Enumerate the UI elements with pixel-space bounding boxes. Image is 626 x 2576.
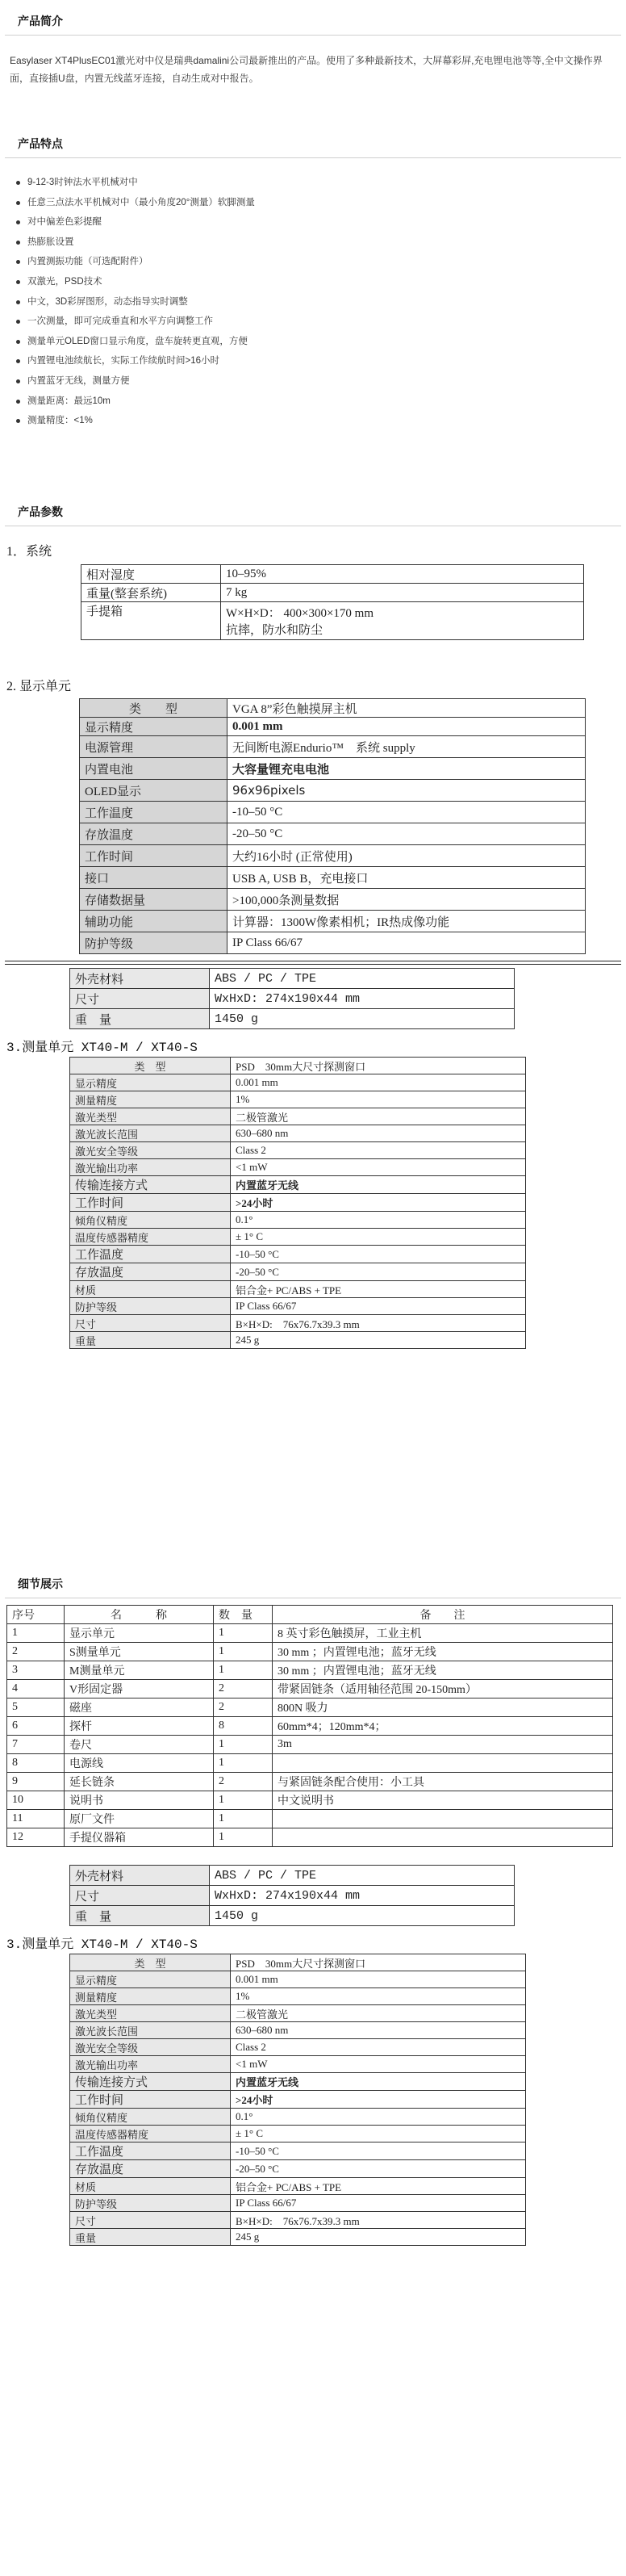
spec-label: 温度传感器精度 bbox=[70, 1229, 231, 1246]
spec-label: 激光波长范围 bbox=[70, 1125, 231, 1142]
table-row bbox=[70, 1194, 526, 1212]
table-row bbox=[70, 1263, 526, 1281]
spec-value: PSD 30mm大尺寸探测窗口 bbox=[231, 1058, 526, 1074]
spec-label: 类 型 bbox=[70, 1058, 231, 1074]
table-cell: 3 bbox=[7, 1661, 65, 1680]
spec-value: >100,000条测量数据 bbox=[227, 889, 586, 911]
table-cell: 30 mm ；内置锂电池；蓝牙无线 bbox=[273, 1661, 613, 1680]
spec-value: IP Class 66/67 bbox=[227, 932, 586, 954]
table-row bbox=[70, 1212, 526, 1229]
table-header-row bbox=[7, 1606, 613, 1624]
table-row bbox=[70, 2056, 526, 2073]
table-cell: 11 bbox=[7, 1810, 65, 1828]
table-cell: 与紧固链条配合使用：小工具 bbox=[273, 1773, 613, 1791]
spec-label: 激光输出功率 bbox=[70, 1159, 231, 1176]
section-title-text: 产品特点 bbox=[18, 137, 63, 150]
table-cell: 2 bbox=[214, 1680, 273, 1698]
table-row bbox=[70, 2022, 526, 2039]
spec-label: 类 型 bbox=[70, 1954, 231, 1971]
spec-label: 激光波长范围 bbox=[70, 2022, 231, 2039]
spec-label: 传输连接方式 bbox=[70, 1176, 231, 1194]
table-row bbox=[70, 2039, 526, 2056]
spec-label: 重量 bbox=[70, 2229, 231, 2246]
table-cell: 1 bbox=[214, 1828, 273, 1847]
table-cell: 1 bbox=[7, 1624, 65, 1643]
spec-value: 10–95% bbox=[221, 565, 584, 584]
spec-value: ± 1° C bbox=[231, 1229, 526, 1246]
table-cell: 2 bbox=[214, 1773, 273, 1791]
spec-label: 倾角仪精度 bbox=[70, 1212, 231, 1229]
table-row bbox=[70, 1058, 526, 1074]
table-row bbox=[7, 1698, 613, 1717]
spec-label: 激光类型 bbox=[70, 1108, 231, 1125]
table-row bbox=[70, 1315, 526, 1332]
table-row bbox=[7, 1810, 613, 1828]
table-cell: 1 bbox=[214, 1810, 273, 1828]
feature-item: 双激光，PSD技术 bbox=[11, 272, 608, 292]
table-cell: 8 英寸彩色触摸屏，工业主机 bbox=[273, 1624, 613, 1643]
column-header: 名 称 bbox=[65, 1606, 214, 1624]
spec-value: >24小时 bbox=[231, 2091, 526, 2109]
column-header: 数 量 bbox=[214, 1606, 273, 1624]
spec-label: 显示精度 bbox=[70, 1971, 231, 1988]
spec-value: Class 2 bbox=[231, 2039, 526, 2056]
table-row bbox=[70, 1954, 526, 1971]
table-row bbox=[70, 2229, 526, 2246]
spec-label: 存放温度 bbox=[70, 2160, 231, 2178]
spec-label: 电源管理 bbox=[80, 736, 227, 758]
housing-table bbox=[69, 1865, 515, 1926]
spec-value: >24小时 bbox=[231, 1194, 526, 1212]
spec-value: 0.001 mm bbox=[231, 1074, 526, 1091]
table-cell: 800N 吸力 bbox=[273, 1698, 613, 1717]
spec-label: 存储数据量 bbox=[80, 889, 227, 911]
table-row bbox=[70, 1108, 526, 1125]
table-row bbox=[70, 2073, 526, 2091]
spec-value: ABS / PC / TPE bbox=[210, 969, 515, 989]
table-row bbox=[70, 2109, 526, 2126]
spec-label: 内置电池 bbox=[80, 758, 227, 780]
spec-label: 测量精度 bbox=[70, 1988, 231, 2005]
spec-value: ± 1° C bbox=[231, 2126, 526, 2142]
table-cell bbox=[273, 1754, 613, 1773]
spec-label: 测量精度 bbox=[70, 1091, 231, 1108]
table-row bbox=[7, 1791, 613, 1810]
section-title-features bbox=[5, 126, 621, 158]
spec-value: 内置蓝牙无线 bbox=[231, 1176, 526, 1194]
spec-value: B×H×D: 76x76.7x39.3 mm bbox=[231, 2212, 526, 2229]
spec-value: WxHxD: 274x190x44 mm bbox=[210, 1886, 515, 1906]
display-table bbox=[79, 698, 586, 954]
table-cell: 7 bbox=[7, 1736, 65, 1754]
feature-item: 测量精度：<1% bbox=[11, 411, 608, 431]
table-row bbox=[70, 969, 515, 989]
table-row bbox=[70, 2091, 526, 2109]
table-row bbox=[7, 1828, 613, 1847]
table-cell: 1 bbox=[214, 1791, 273, 1810]
section-title-detail bbox=[5, 1566, 621, 1598]
section-title-intro bbox=[5, 3, 621, 36]
spec-label: 重 量 bbox=[70, 1906, 210, 1926]
spec-label: 显示精度 bbox=[80, 718, 227, 736]
table-row bbox=[70, 1298, 526, 1315]
spec-label: 辅助功能 bbox=[80, 911, 227, 932]
table-row bbox=[7, 1754, 613, 1773]
table-row bbox=[7, 1717, 613, 1736]
spec-value: 1450 g bbox=[210, 1906, 515, 1926]
table-row bbox=[80, 780, 586, 802]
spec-value bbox=[221, 602, 584, 640]
spec-value: WxHxD: 274x190x44 mm bbox=[210, 989, 515, 1009]
spec-value: 1% bbox=[231, 1988, 526, 2005]
spec-value: 二极管激光 bbox=[231, 1108, 526, 1125]
spec-label: 工作温度 bbox=[70, 2142, 231, 2160]
spec-label: 类 型 bbox=[80, 699, 227, 718]
feature-item: 测量单元OLED窗口显示角度，盘车旋转更直观，方便 bbox=[11, 332, 608, 352]
spec-value: 二极管激光 bbox=[231, 2005, 526, 2022]
spec-label: 材质 bbox=[70, 2178, 231, 2195]
feature-item: 热膨胀设置 bbox=[11, 232, 608, 253]
table-row bbox=[70, 1229, 526, 1246]
spec-value: 内置蓝牙无线 bbox=[231, 2073, 526, 2091]
table-cell: 1 bbox=[214, 1643, 273, 1661]
feature-item: 对中偏差色彩提醒 bbox=[11, 212, 608, 232]
table-row bbox=[81, 602, 584, 640]
spec-value: 0.1° bbox=[231, 2109, 526, 2126]
spec-value: 大容量锂充电电池 bbox=[227, 758, 586, 780]
spec-label: 工作时间 bbox=[70, 2091, 231, 2109]
table-row bbox=[70, 2160, 526, 2178]
table-cell: 8 bbox=[7, 1754, 65, 1773]
table-row bbox=[80, 758, 586, 780]
spec-label: 重量(整套系统) bbox=[81, 584, 221, 602]
spec-label: 手提箱 bbox=[81, 602, 221, 640]
table-cell: 8 bbox=[214, 1717, 273, 1736]
feature-item: 中文，3D彩屏图形，动态指导实时调整 bbox=[11, 292, 608, 312]
measure-table bbox=[69, 1057, 526, 1349]
table-cell: 60mm*4；120mm*4； bbox=[273, 1717, 613, 1736]
spec-value-line: W×H×D： 400×300×170 mm bbox=[226, 607, 374, 620]
table-cell bbox=[273, 1828, 613, 1847]
spec-value: B×H×D: 76x76.7x39.3 mm bbox=[231, 1315, 526, 1332]
spec-value: 96x96pixels bbox=[227, 780, 586, 802]
column-header: 序号 bbox=[7, 1606, 65, 1624]
spec-label: 工作时间 bbox=[70, 1194, 231, 1212]
parts-table bbox=[6, 1605, 613, 1847]
spec-value: 245 g bbox=[231, 1332, 526, 1349]
table-row bbox=[7, 1773, 613, 1791]
spec-value: 铝合金+ PC/ABS + TPE bbox=[231, 2178, 526, 2195]
table-row bbox=[80, 699, 586, 718]
spec-label: OLED显示 bbox=[80, 780, 227, 802]
spec-value: 大约16小时 (正常使用) bbox=[227, 845, 586, 867]
spec-label: 激光安全等级 bbox=[70, 1142, 231, 1159]
table-row bbox=[80, 867, 586, 889]
feature-item: 9-12-3时钟法水平机械对中 bbox=[11, 173, 608, 193]
spec-label: 材质 bbox=[70, 1281, 231, 1298]
table-row bbox=[70, 1988, 526, 2005]
spec-value: 铝合金+ PC/ABS + TPE bbox=[231, 1281, 526, 1298]
table-row bbox=[80, 802, 586, 823]
feature-item: 测量距离：最远10m bbox=[11, 392, 608, 412]
spec-value: 计算器：1300W像素相机；IR热成像功能 bbox=[227, 911, 586, 932]
table-cell: 3m bbox=[273, 1736, 613, 1754]
table-cell: 10 bbox=[7, 1791, 65, 1810]
spec-label: 工作温度 bbox=[80, 802, 227, 823]
spec-value: -10–50 °C bbox=[231, 2142, 526, 2160]
spec-label: 接口 bbox=[80, 867, 227, 889]
spec-label: 重 量 bbox=[70, 1009, 210, 1029]
table-row bbox=[81, 584, 584, 602]
spec-value: 630–680 nm bbox=[231, 2022, 526, 2039]
spec-label: 尺寸 bbox=[70, 1886, 210, 1906]
table-row bbox=[70, 1159, 526, 1176]
table-cell: 显示单元 bbox=[65, 1624, 214, 1643]
table-cell: 2 bbox=[7, 1643, 65, 1661]
section-title-params bbox=[5, 494, 621, 526]
spec-label: 激光安全等级 bbox=[70, 2039, 231, 2056]
spec-label: 防护等级 bbox=[80, 932, 227, 954]
feature-item: 内置测振功能（可选配附件） bbox=[11, 252, 608, 272]
spec-value: -20–50 °C bbox=[227, 823, 586, 845]
spec-value: 1% bbox=[231, 1091, 526, 1108]
spec-value: 0.001 mm bbox=[227, 718, 586, 736]
spec-label: 传输连接方式 bbox=[70, 2073, 231, 2091]
table-cell: 1 bbox=[214, 1661, 273, 1680]
feature-item: 内置锂电池续航长，实际工作续航时间>16小时 bbox=[11, 351, 608, 371]
spec-label: 激光类型 bbox=[70, 2005, 231, 2022]
measure-heading: 3.测量单元 XT40-M / XT40-S bbox=[6, 1041, 198, 1055]
table-row bbox=[70, 2195, 526, 2212]
system-table bbox=[81, 564, 584, 640]
table-row bbox=[70, 1091, 526, 1108]
spec-value: 630–680 nm bbox=[231, 1125, 526, 1142]
spec-label: 防护等级 bbox=[70, 2195, 231, 2212]
table-row bbox=[70, 1009, 515, 1029]
spec-label: 外壳材料 bbox=[70, 1866, 210, 1886]
spec-value: Class 2 bbox=[231, 1142, 526, 1159]
spec-value: ABS / PC / TPE bbox=[210, 1866, 515, 1886]
table-row bbox=[70, 2142, 526, 2160]
spec-value: <1 mW bbox=[231, 2056, 526, 2073]
table-cell: 2 bbox=[214, 1698, 273, 1717]
table-row bbox=[7, 1624, 613, 1643]
table-cell: 4 bbox=[7, 1680, 65, 1698]
table-row bbox=[70, 1971, 526, 1988]
table-cell: 1 bbox=[214, 1624, 273, 1643]
spec-value: -10–50 °C bbox=[231, 1246, 526, 1263]
spec-label: 存放温度 bbox=[70, 1263, 231, 1281]
spec-value: 1450 g bbox=[210, 1009, 515, 1029]
section-title-text: 细节展示 bbox=[18, 1577, 63, 1590]
spec-value: VGA 8”彩色触摸屏主机 bbox=[227, 699, 586, 718]
table-row bbox=[80, 932, 586, 954]
spec-label: 存放温度 bbox=[80, 823, 227, 845]
table-cell: 原厂文件 bbox=[65, 1810, 214, 1828]
spec-value: 无间断电源Endurio™ 系统 supply bbox=[227, 736, 586, 758]
feature-list bbox=[11, 173, 608, 431]
spec-label: 显示精度 bbox=[70, 1074, 231, 1091]
table-cell: 卷尺 bbox=[65, 1736, 214, 1754]
feature-item: 一次测量，即可完成垂直和水平方向调整工作 bbox=[11, 312, 608, 332]
table-row bbox=[70, 1332, 526, 1349]
spec-value: <1 mW bbox=[231, 1159, 526, 1176]
table-row bbox=[80, 845, 586, 867]
spec-label: 尺寸 bbox=[70, 2212, 231, 2229]
system-heading: 1．系统 bbox=[6, 545, 52, 559]
spec-label: 倾角仪精度 bbox=[70, 2109, 231, 2126]
spec-value: IP Class 66/67 bbox=[231, 1298, 526, 1315]
spec-value: -20–50 °C bbox=[231, 1263, 526, 1281]
spec-value-line: 抗摔，防水和防尘 bbox=[226, 624, 323, 637]
spec-label: 工作时间 bbox=[80, 845, 227, 867]
spec-value: USB A, USB B，充电接口 bbox=[227, 867, 586, 889]
table-row bbox=[7, 1680, 613, 1698]
table-row bbox=[70, 2212, 526, 2229]
table-cell: 12 bbox=[7, 1828, 65, 1847]
table-row bbox=[80, 911, 586, 932]
table-row bbox=[70, 1906, 515, 1926]
table-row bbox=[70, 1246, 526, 1263]
table-row bbox=[80, 889, 586, 911]
measure-heading: 3.测量单元 XT40-M / XT40-S bbox=[6, 1937, 198, 1952]
spec-label: 工作温度 bbox=[70, 1246, 231, 1263]
table-cell: 5 bbox=[7, 1698, 65, 1717]
table-row bbox=[80, 736, 586, 758]
table-cell: V形固定器 bbox=[65, 1680, 214, 1698]
spec-label: 温度传感器精度 bbox=[70, 2126, 231, 2142]
table-cell: 电源线 bbox=[65, 1754, 214, 1773]
table-row bbox=[70, 1176, 526, 1194]
table-row bbox=[80, 718, 586, 736]
table-cell: M测量单元 bbox=[65, 1661, 214, 1680]
spec-value: 245 g bbox=[231, 2229, 526, 2246]
housing-table bbox=[69, 968, 515, 1029]
spec-value: PSD 30mm大尺寸探测窗口 bbox=[231, 1954, 526, 1971]
table-row bbox=[80, 823, 586, 845]
spec-value: 7 kg bbox=[221, 584, 584, 602]
spec-value: 0.001 mm bbox=[231, 1971, 526, 1988]
table-cell: 探杆 bbox=[65, 1717, 214, 1736]
section-title-text: 产品简介 bbox=[18, 15, 63, 27]
table-cell: 说明书 bbox=[65, 1791, 214, 1810]
intro-paragraph: Easylaser XT4PlusEC01激光对中仪是瑞典damalini公司最新推出的产品。使用了多种最新技术，大屏幕彩屏,充电锂电池等等,全中文操作界面，直接插U盘，内置无线蓝牙连接，自动生成对中报告。 bbox=[10, 55, 603, 84]
spec-label: 外壳材料 bbox=[70, 969, 210, 989]
spec-value: -10–50 °C bbox=[227, 802, 586, 823]
spec-value: 0.1° bbox=[231, 1212, 526, 1229]
table-row bbox=[7, 1643, 613, 1661]
spec-label: 尺寸 bbox=[70, 989, 210, 1009]
table-cell bbox=[273, 1810, 613, 1828]
table-cell: 1 bbox=[214, 1736, 273, 1754]
divider bbox=[5, 964, 621, 965]
table-cell: 手提仪器箱 bbox=[65, 1828, 214, 1847]
table-row bbox=[70, 1886, 515, 1906]
table-row bbox=[70, 1074, 526, 1091]
spec-value: IP Class 66/67 bbox=[231, 2195, 526, 2212]
table-row bbox=[70, 1281, 526, 1298]
spec-value: -20–50 °C bbox=[231, 2160, 526, 2178]
table-cell: 30 mm ；内置锂电池；蓝牙无线 bbox=[273, 1643, 613, 1661]
section-title-text: 产品参数 bbox=[18, 505, 63, 518]
table-row bbox=[70, 989, 515, 1009]
table-row bbox=[70, 1866, 515, 1886]
measure-table bbox=[69, 1954, 526, 2246]
table-cell: 磁座 bbox=[65, 1698, 214, 1717]
spec-label: 尺寸 bbox=[70, 1315, 231, 1332]
spec-label: 防护等级 bbox=[70, 1298, 231, 1315]
table-row bbox=[70, 1125, 526, 1142]
display-heading: 2. 显示单元 bbox=[6, 680, 72, 693]
spec-label: 激光输出功率 bbox=[70, 2056, 231, 2073]
feature-item: 任意三点法水平机械对中（最小角度20°测量）软脚测量 bbox=[11, 193, 608, 213]
table-cell: S测量单元 bbox=[65, 1643, 214, 1661]
table-cell: 中文说明书 bbox=[273, 1791, 613, 1810]
table-cell: 6 bbox=[7, 1717, 65, 1736]
table-row bbox=[7, 1661, 613, 1680]
table-row bbox=[70, 2005, 526, 2022]
table-cell: 带紧固链条（适用轴径范围 20-150mm） bbox=[273, 1680, 613, 1698]
table-row bbox=[81, 565, 584, 584]
table-row bbox=[70, 2178, 526, 2195]
spec-label: 重量 bbox=[70, 1332, 231, 1349]
table-row bbox=[7, 1736, 613, 1754]
column-header: 备 注 bbox=[273, 1606, 613, 1624]
table-cell: 1 bbox=[214, 1754, 273, 1773]
table-row bbox=[70, 1142, 526, 1159]
table-cell: 延长链条 bbox=[65, 1773, 214, 1791]
table-row bbox=[70, 2126, 526, 2142]
spec-label: 相对湿度 bbox=[81, 565, 221, 584]
feature-item: 内置蓝牙无线，测量方便 bbox=[11, 371, 608, 392]
table-cell: 9 bbox=[7, 1773, 65, 1791]
